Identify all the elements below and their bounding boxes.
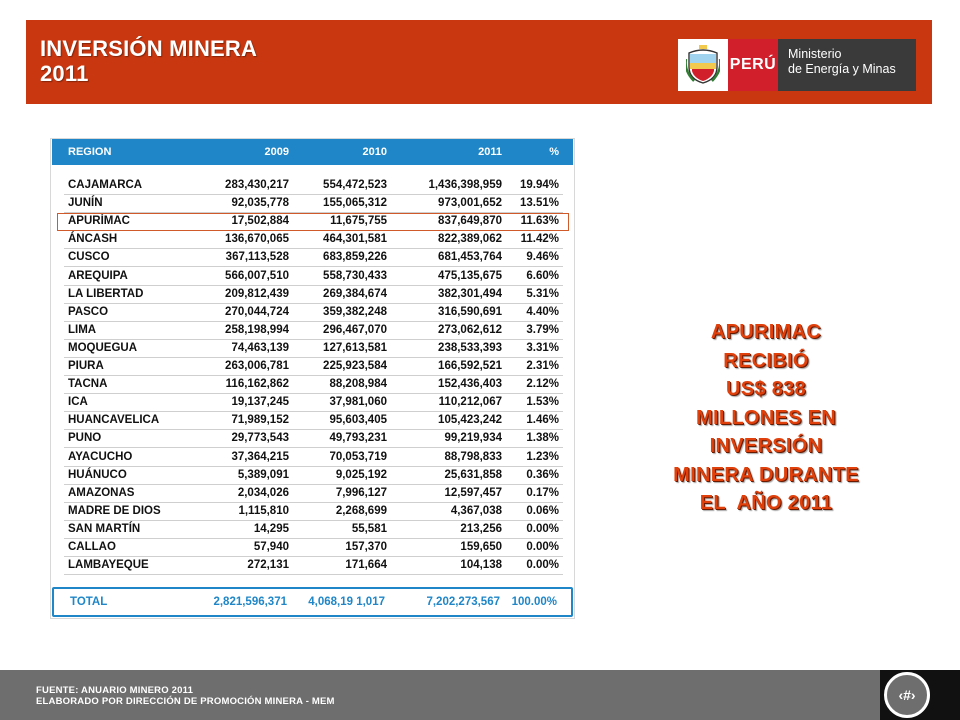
cell-2010: 70,053,719 [329,450,387,463]
logo-ministry [778,39,916,91]
cell-2009: 71,989,152 [231,414,289,427]
cell-2010: 171,664 [345,559,387,572]
page-number: ‹#› [884,672,930,718]
page-title [40,36,257,86]
callout-line: RECIBIÓ [723,349,809,372]
cell-region: LA LIBERTAD [68,287,144,300]
table-row [52,268,573,286]
cell-region: ÁNCASH [68,233,118,246]
cell-percent: 9.46% [526,251,559,264]
cell-2009: 270,044,724 [225,305,289,318]
cell-2011: 238,533,393 [438,341,502,354]
apurimac-callout [630,318,902,518]
cell-2009: 92,035,778 [231,197,289,210]
cell-2009: 272,131 [247,559,289,572]
cell-region: TACNA [68,378,108,391]
column-header-2010: 2010 [362,146,387,158]
cell-region: HUÁNUCO [68,468,127,481]
cell-region: AYACUCHO [68,450,133,463]
total-2011: 7,202,273,567 [426,596,500,608]
cell-region: AMAZONAS [68,486,135,499]
cell-2011: 475,135,675 [438,269,502,282]
cell-2009: 14,295 [253,522,289,535]
total-2009: 2,821,596,371 [213,596,287,608]
cell-2011: 213,256 [460,522,502,535]
cell-percent: 11.63% [520,215,559,228]
cell-percent: 0.00% [526,522,559,535]
cell-region: HUANCAVELICA [68,414,160,427]
cell-2011: 316,590,691 [438,305,502,318]
cell-2011: 681,453,764 [438,251,502,264]
column-header-region: REGION [68,146,112,158]
cell-2010: 88,208,984 [329,378,387,391]
total-label: TOTAL [70,596,108,608]
cell-2010: 2,268,699 [335,504,387,517]
cell-2011: 382,301,494 [438,287,502,300]
cell-percent: 3.31% [526,341,559,354]
cell-region: LAMBAYEQUE [68,559,149,572]
cell-2009: 258,198,994 [225,323,289,336]
table-row [52,449,573,467]
cell-2009: 37,364,215 [231,450,289,463]
cell-region: CALLAO [68,541,116,553]
title-line-2: 2011 [40,61,89,86]
cell-2010: 55,581 [351,522,387,535]
cell-2010: 49,793,231 [329,432,387,445]
cell-2011: 110,212,067 [438,396,502,409]
cell-2010: 127,613,581 [323,341,387,354]
cell-2009: 17,502,884 [231,215,289,228]
cell-percent: 0.00% [526,541,559,553]
callout-line: INVERSIÓN [709,435,823,457]
table-row [52,340,573,358]
table-total-row [52,587,573,617]
cell-2010: 464,301,581 [323,233,387,246]
table-row [52,539,573,557]
cell-2010: 296,467,070 [323,323,387,336]
table-row [52,322,573,340]
cell-region: APURÍMAC [68,215,130,228]
source-line-2: ELABORADO POR DIRECCIÓN DE PROMOCIÓN MINERA - MEM [36,696,335,707]
cell-2009: 566,007,510 [225,269,289,282]
cell-2011: 12,597,457 [444,486,502,499]
callout-line: EL AÑO 2011 [699,492,833,514]
cell-2009: 209,812,439 [225,287,289,300]
callout-line: US$ 838 [726,378,806,400]
cell-2011: 973,001,652 [438,197,502,210]
column-header-2009: 2009 [264,146,289,158]
cell-2010: 157,370 [345,541,387,553]
cell-2010: 683,859,226 [323,251,387,264]
cell-region: CAJAMARCA [68,179,143,191]
cell-2009: 116,162,862 [225,378,289,391]
cell-region: CUSCO [68,251,110,264]
cell-percent: 1.46% [526,414,559,427]
cell-2009: 74,463,139 [231,341,289,354]
cell-2010: 269,384,674 [323,287,387,300]
table-header [52,139,573,165]
table-row [52,485,573,503]
table-row [52,521,573,539]
cell-2011: 88,798,833 [444,450,502,463]
source-note [36,685,335,707]
title-banner [26,20,932,104]
cell-region: PIURA [68,360,104,372]
cell-percent: 0.06% [526,504,559,517]
cell-2011: 4,367,038 [450,504,502,517]
cell-2010: 155,065,312 [323,197,387,210]
cell-2009: 283,430,217 [225,179,289,191]
cell-2011: 25,631,858 [444,468,502,481]
column-header-2011: 2011 [478,146,502,158]
cell-2009: 136,670,065 [225,233,289,246]
total-2010: 4,068,19 1,017 [308,596,385,608]
table-row [52,231,573,249]
cell-2011: 822,389,062 [438,233,502,246]
cell-region: SAN MARTÍN [68,522,141,535]
table-row [52,503,573,521]
table-row [52,394,573,412]
logo-country: PERÚ [728,39,778,91]
cell-percent: 0.36% [526,468,559,481]
table-row [52,557,573,575]
cell-percent: 2.31% [526,360,559,372]
cell-region: AREQUIPA [68,269,128,282]
cell-percent: 3.79% [526,323,559,336]
cell-percent: 1.53% [526,396,559,409]
cell-2011: 837,649,870 [438,215,502,228]
logo-ministry-line-2: de Energía y Minas [788,62,896,76]
table-row [52,249,573,267]
table-row [52,467,573,485]
source-line-1: FUENTE: ANUARIO MINERO 2011 [36,685,194,696]
footer-bar [0,670,960,720]
cell-2011: 152,436,403 [438,378,502,391]
cell-2011: 104,138 [460,559,502,572]
title-line-1: INVERSIÓN MINERA [40,36,258,61]
callout-line: MILLONES EN [696,406,836,429]
cell-region: MOQUEGUA [68,341,137,354]
column-header-percent: % [549,146,559,158]
cell-region: PUNO [68,432,102,445]
cell-2009: 5,389,091 [237,468,289,481]
cell-percent: 11.42% [520,233,559,246]
peru-coat-of-arms-icon [678,39,728,91]
cell-percent: 0.00% [526,559,559,572]
table-row [52,412,573,430]
cell-2009: 19,137,245 [231,396,289,409]
cell-2009: 1,115,810 [238,504,289,517]
table-row [52,376,573,394]
cell-2010: 558,730,433 [323,269,387,282]
investment-table [50,138,575,619]
table-row [52,286,573,304]
cell-2010: 225,923,584 [323,360,387,372]
cell-region: ICA [68,396,88,409]
cell-2011: 105,423,242 [438,414,502,427]
table-row [52,177,573,195]
cell-2009: 367,113,528 [225,251,289,264]
cell-percent: 0.17% [526,486,559,499]
table-row [52,430,573,448]
cell-region: PASCO [68,305,109,318]
table-row [52,195,573,213]
cell-2010: 554,472,523 [323,179,387,191]
cell-percent: 19.94% [519,179,559,191]
cell-percent: 2.12% [526,378,559,391]
table-row [52,304,573,322]
table-row [52,358,573,376]
cell-2011: 1,436,398,959 [428,179,502,191]
cell-percent: 1.23% [526,450,559,463]
cell-2009: 2,034,026 [237,486,289,499]
row-divider [64,574,563,575]
cell-percent: 13.51% [519,197,559,210]
cell-2010: 359,382,248 [323,305,387,318]
cell-region: MADRE DE DIOS [68,504,161,517]
cell-2011: 273,062,612 [438,323,502,336]
cell-2011: 166,592,521 [438,360,502,372]
highlighted-row-outline [57,213,569,231]
cell-region: JUNÍN [68,197,103,210]
cell-2011: 99,219,934 [444,432,502,445]
cell-2009: 57,940 [253,541,289,553]
cell-percent: 6.60% [526,269,559,282]
cell-2010: 9,025,192 [335,468,387,481]
cell-2010: 37,981,060 [329,396,387,409]
logo-ministry-line-1: Ministerio [788,47,842,61]
cell-2009: 263,006,781 [225,360,289,372]
callout-line: MINERA DURANTE [673,463,859,486]
total-percent: 100.00% [511,596,557,608]
cell-2010: 7,996,127 [335,486,387,499]
cell-percent: 5.31% [526,287,559,300]
callout-line: APURIMAC [710,321,822,343]
cell-2011: 159,650 [460,541,502,553]
cell-percent: 4.40% [526,305,559,318]
cell-percent: 1.38% [526,432,559,445]
ministry-logo [678,39,916,91]
cell-2009: 29,773,543 [231,432,289,445]
cell-2010: 11,675,755 [330,215,387,228]
cell-2010: 95,603,405 [329,414,387,427]
cell-region: LIMA [68,323,97,336]
